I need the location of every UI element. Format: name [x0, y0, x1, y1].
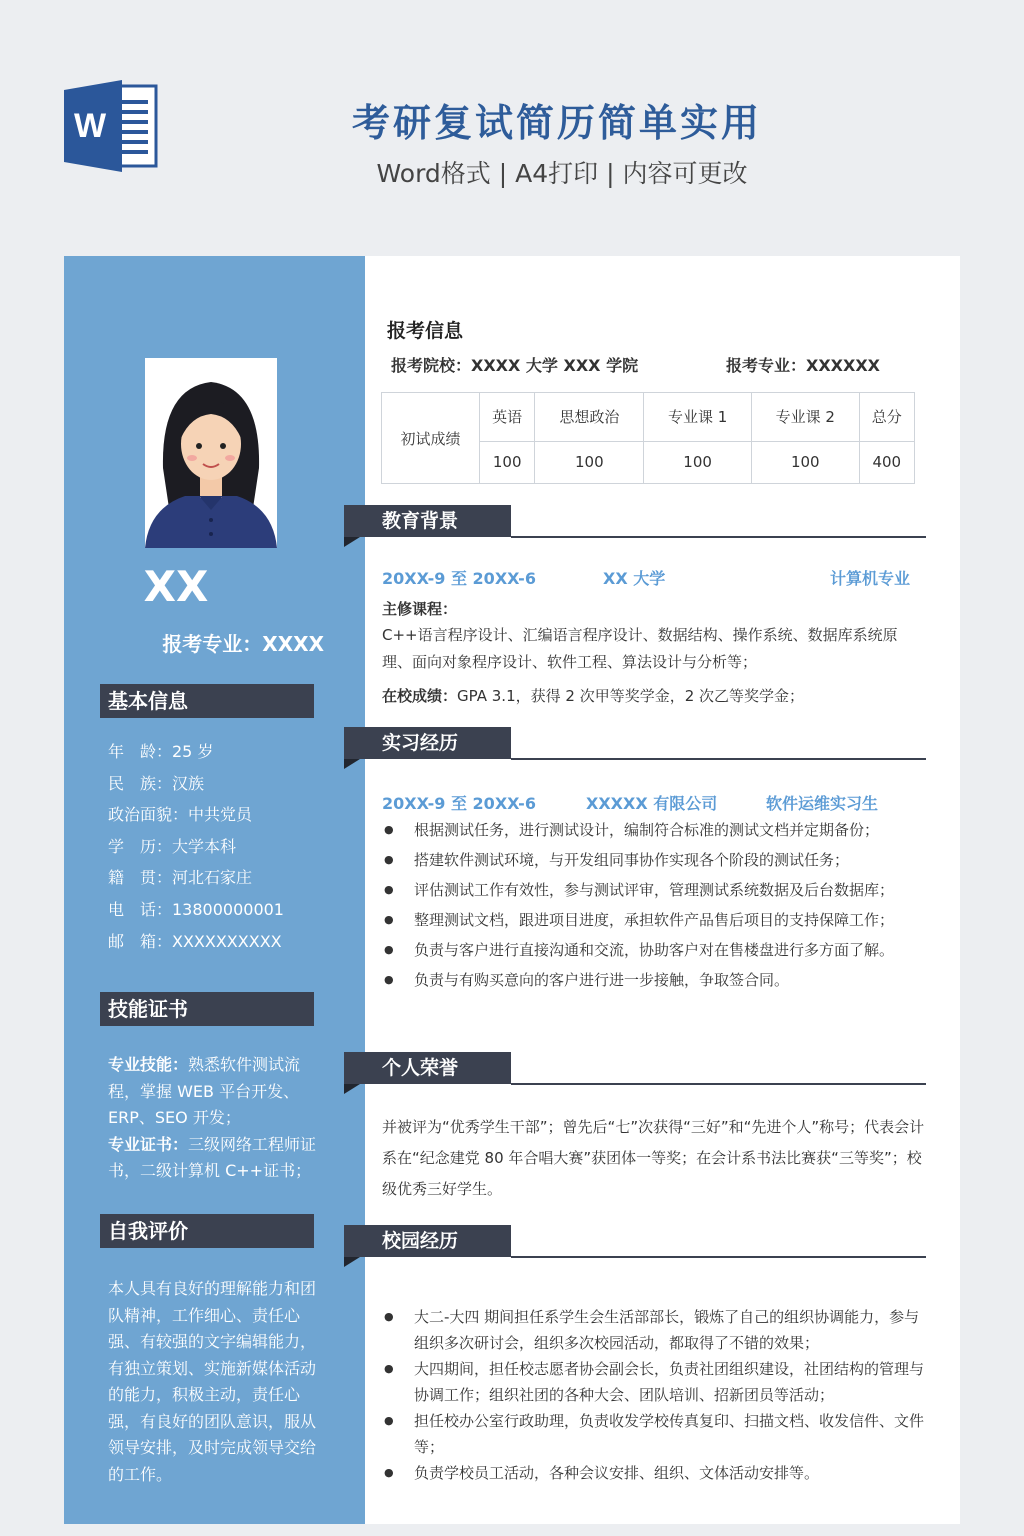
- skill-text: 熟悉软件测试流程，掌握 WEB 平台开发、ERP、SEO 开发；: [108, 1055, 301, 1127]
- internship-heading: 实习经历: [344, 727, 511, 759]
- list-item: ● 根据测试任务，进行测试设计，编制符合标准的测试文档并定期备份；: [382, 815, 928, 845]
- skill-label: 专业技能：: [108, 1055, 189, 1074]
- intern-period: 20XX-9 至 20XX-6: [382, 794, 536, 813]
- education-section-header: [344, 505, 926, 549]
- grades-text: GPA 3.1，获得 2 次甲等奖学金，2 次乙等奖学金；: [457, 687, 805, 705]
- list-item: ● 担任校办公室行政助理，负责收发学校传真复印、扫描文档、收发信件、文件等；: [382, 1408, 928, 1460]
- avatar: [145, 358, 277, 548]
- subject-major-2: 专业课 2: [751, 393, 859, 442]
- education-heading: 教育背景: [344, 505, 511, 537]
- info-hometown: 籍 贯：河北石家庄: [108, 868, 253, 888]
- candidate-name: XX: [143, 562, 209, 611]
- info-phone: 电 话：13800000001: [108, 899, 284, 919]
- self-eval-text: 本人具有良好的理解能力和团队精神，工作细心、责任心强、有较强的文字编辑能力，有独立策划、实施新媒体活动的能力，积极主动，责任心强，有良好的团队意识，服从领导安排，及时完成领导交给的工作。: [108, 1279, 317, 1484]
- campus-heading: 校园经历: [344, 1225, 511, 1257]
- honors-section-header: [344, 1052, 926, 1096]
- apply-major: 报考专业：XXXXXX: [726, 356, 881, 375]
- score-total: 400: [859, 441, 914, 483]
- intern-role: 软件运维实习生: [766, 794, 879, 813]
- apply-school: 报考院校：XXXX 大学 XXX 学院: [391, 356, 639, 375]
- subject-major-1: 专业课 1: [644, 393, 752, 442]
- subject-english: 英语: [480, 393, 535, 442]
- info-email: 邮 箱：XXXXXXXXXX: [108, 931, 282, 951]
- info-education: 学 历：大学本科: [108, 836, 237, 856]
- list-item: ● 评估测试工作有效性，参与测试评审，管理测试系统数据及后台数据库；: [382, 875, 928, 905]
- info-age: 年 龄：25 岁: [108, 742, 214, 761]
- edu-period: 20XX-9 至 20XX-6: [382, 569, 536, 588]
- intern-company: XXXXX 有限公司: [586, 794, 718, 813]
- info-ethnicity: 民 族：汉族: [108, 773, 205, 793]
- list-item: ● 大二-大四 期间担任系学生会生活部部长，锻炼了自己的组织协调能力，参与组织多次研讨会，组织多次校园活动，都取得了不错的效果；: [382, 1304, 928, 1356]
- cert-text: 三级网络工程师证书，二级计算机 C++证书；: [108, 1134, 317, 1180]
- word-logo-letter: W: [73, 107, 107, 145]
- apply-heading: 报考信息: [387, 320, 464, 342]
- page-title: 考研复试简历简单实用: [351, 101, 762, 145]
- list-item: ● 负责与客户进行直接沟通和交流，协助客户对在售楼盘进行多方面了解。: [382, 935, 928, 965]
- list-item: ● 整理测试文档，跟进项目进度，承担软件产品售后项目的支持保障工作；: [382, 905, 928, 935]
- subject-politics: 思想政治: [535, 393, 644, 442]
- basic-info-list: [108, 736, 328, 957]
- edu-major: 计算机专业: [830, 569, 911, 588]
- score-major-2: 100: [751, 441, 859, 483]
- grades-label: 在校成绩：: [382, 687, 458, 705]
- score-table: [381, 392, 915, 484]
- campus-list: [382, 1304, 928, 1486]
- list-item: ● 大四期间，担任校志愿者协会副会长，负责社团组织建设，社团结构的管理与协调工作；组织社团的各种大会、团队培训、招新团员等活动；: [382, 1356, 928, 1408]
- page-subtitle: Word格式 | A4打印 | 内容可更改: [376, 159, 748, 188]
- score-politics: 100: [535, 441, 644, 483]
- sidebar: [64, 256, 365, 1524]
- courses-text: C++语言程序设计、汇编语言程序设计、数据结构、操作系统、数据库系统原理、面向对象程序设计、软件工程、算法设计与分析等；: [382, 626, 898, 671]
- basic-info-heading: 基本信息: [100, 684, 314, 718]
- skills-heading: 技能证书: [100, 992, 314, 1026]
- resume-page: [64, 256, 960, 1524]
- courses-label: 主修课程：: [382, 600, 458, 618]
- list-item: ● 搭建软件测试环境，与开发组同事协作实现各个阶段的测试任务；: [382, 845, 928, 875]
- score-major-1: 100: [644, 441, 752, 483]
- cert-label: 专业证书：: [108, 1134, 189, 1154]
- candidate-major: 报考专业：XXXX: [162, 632, 324, 656]
- campus-section-header: [344, 1225, 926, 1269]
- internship-section-header: [344, 727, 926, 771]
- score-english: 100: [480, 441, 535, 483]
- list-item: ● 负责与有购买意向的客户进行进一步接触，争取签合同。: [382, 965, 928, 995]
- subject-total: 总分: [859, 393, 914, 442]
- skills-text: [108, 1052, 322, 1185]
- list-item: ● 负责学校员工活动，各种会议安排、组织、文体活动安排等。: [382, 1460, 928, 1486]
- grades-line: [382, 683, 922, 710]
- internship-list: [382, 815, 928, 995]
- score-row-label: 初试成绩: [382, 393, 480, 484]
- honors-text: 并被评为“优秀学生干部”；曾先后“七”次获得“三好”和“先进个人”称号；代表会计系在“纪念建党 80 年合唱大赛”获团体一等奖；在会计系书法比赛获“三等奖”；校级优秀三好学生。: [382, 1118, 925, 1198]
- honors-heading: 个人荣誉: [344, 1052, 511, 1084]
- self-eval-heading: 自我评价: [100, 1214, 314, 1248]
- info-political: 政治面貌：中共党员: [108, 805, 253, 825]
- edu-school: XX 大学: [603, 569, 666, 588]
